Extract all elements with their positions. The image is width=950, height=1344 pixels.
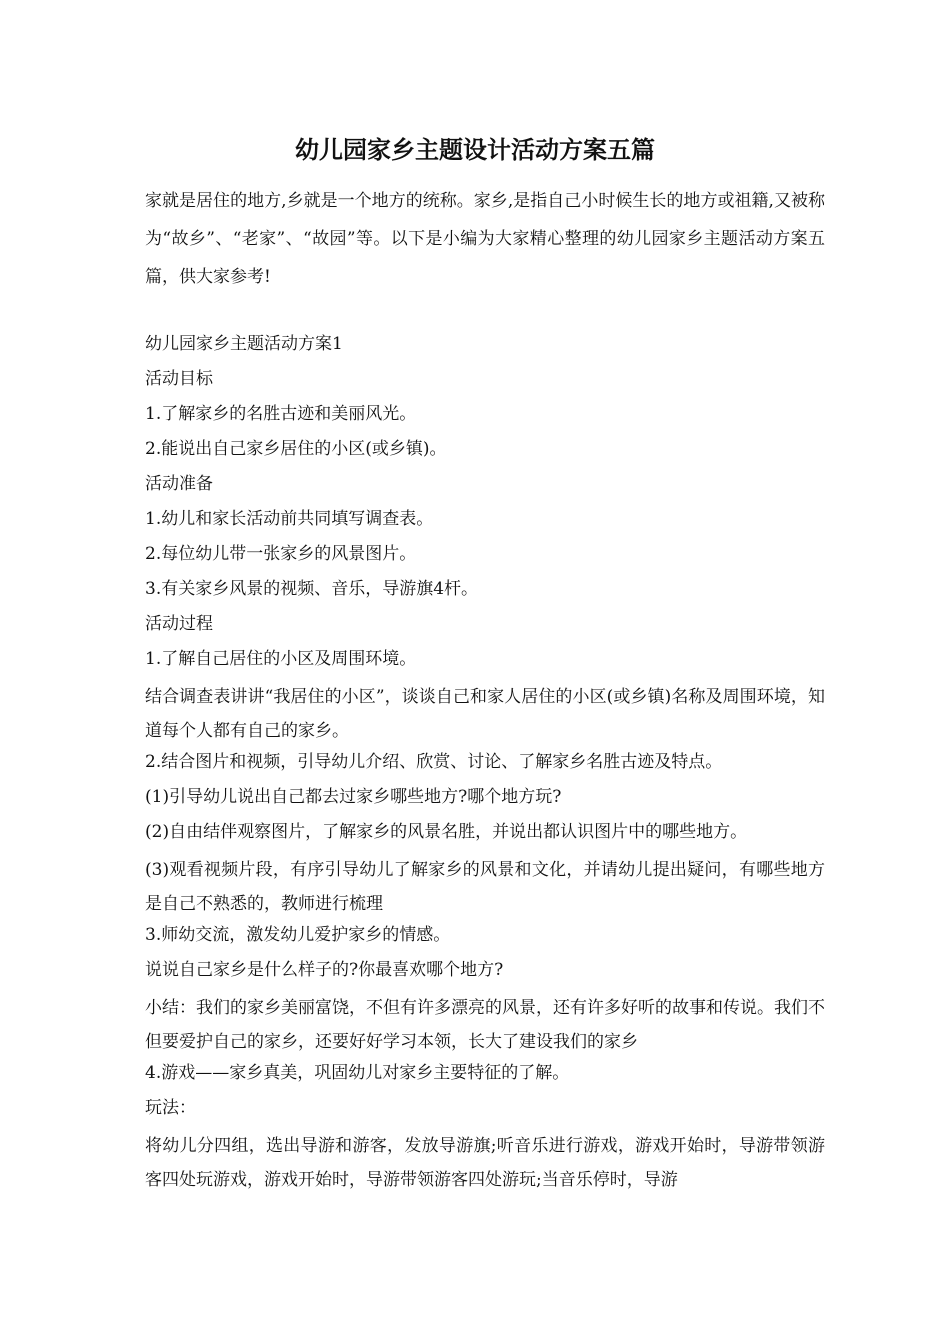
body-paragraph: 说说自己家乡是什么样子的?你最喜欢哪个地方? <box>145 960 504 980</box>
document-body <box>145 330 825 1197</box>
list-item: 2.能说出自己家乡居住的小区(或乡镇)。 <box>145 439 447 459</box>
subheading: 活动目标 <box>145 369 213 389</box>
list-item: (1)引导幼儿说出自己都去过家乡哪些地方?哪个地方玩? <box>145 787 562 807</box>
list-item: 4.游戏——家乡真美，巩固幼儿对家乡主要特征的了解。 <box>145 1063 570 1083</box>
list-item: 1.了解自己居住的小区及周围环境。 <box>145 649 417 669</box>
body-paragraph: 结合调查表讲讲“我居住的小区”，谈谈自己和家人居住的小区(或乡镇)名称及周围环境，知道每个人都有自己的家乡。 <box>145 687 825 741</box>
intro-paragraph: 家就是居住的地方,乡就是一个地方的统称。家乡,是指自己小时候生长的地方或祖籍,又被称为“故乡”、“老家”、“故园”等。以下是小编为大家精心整理的幼儿园家乡主题活动方案五篇，供大家参考! <box>145 191 825 287</box>
list-item: 1.了解家乡的名胜古迹和美丽风光。 <box>145 404 417 424</box>
document-title: 幼儿园家乡主题设计活动方案五篇 <box>295 135 655 164</box>
list-item: 3.有关家乡风景的视频、音乐，导游旗4杆。 <box>145 579 479 599</box>
body-paragraph: 小结：我们的家乡美丽富饶，不但有许多漂亮的风景，还有许多好听的故事和传说。我们不但要爱护自己的家乡，还要好好学习本领，长大了建设我们的家乡 <box>145 998 825 1052</box>
list-item: 2.每位幼儿带一张家乡的风景图片。 <box>145 544 417 564</box>
list-item: (3)观看视频片段，有序引导幼儿了解家乡的风景和文化，并请幼儿提出疑问，有哪些地方是自己不熟悉的，教师进行梳理 <box>145 860 825 914</box>
body-paragraph: 将幼儿分四组，选出导游和游客，发放导游旗;听音乐进行游戏，游戏开始时，导游带领游客四处玩游戏，游戏开始时，导游带领游客四处游玩;当音乐停时，导游 <box>145 1136 825 1190</box>
section-heading: 幼儿园家乡主题活动方案1 <box>145 334 343 354</box>
list-item: 2.结合图片和视频，引导幼儿介绍、欣赏、讨论、了解家乡名胜古迹及特点。 <box>145 752 723 772</box>
list-item: (2)自由结伴观察图片，了解家乡的风景名胜，并说出都认识图片中的哪些地方。 <box>145 822 748 842</box>
subheading: 活动准备 <box>145 474 213 494</box>
list-item: 1.幼儿和家长活动前共同填写调查表。 <box>145 509 434 529</box>
subheading: 玩法： <box>145 1098 196 1118</box>
list-item: 3.师幼交流，激发幼儿爱护家乡的情感。 <box>145 925 451 945</box>
subheading: 活动过程 <box>145 614 213 634</box>
